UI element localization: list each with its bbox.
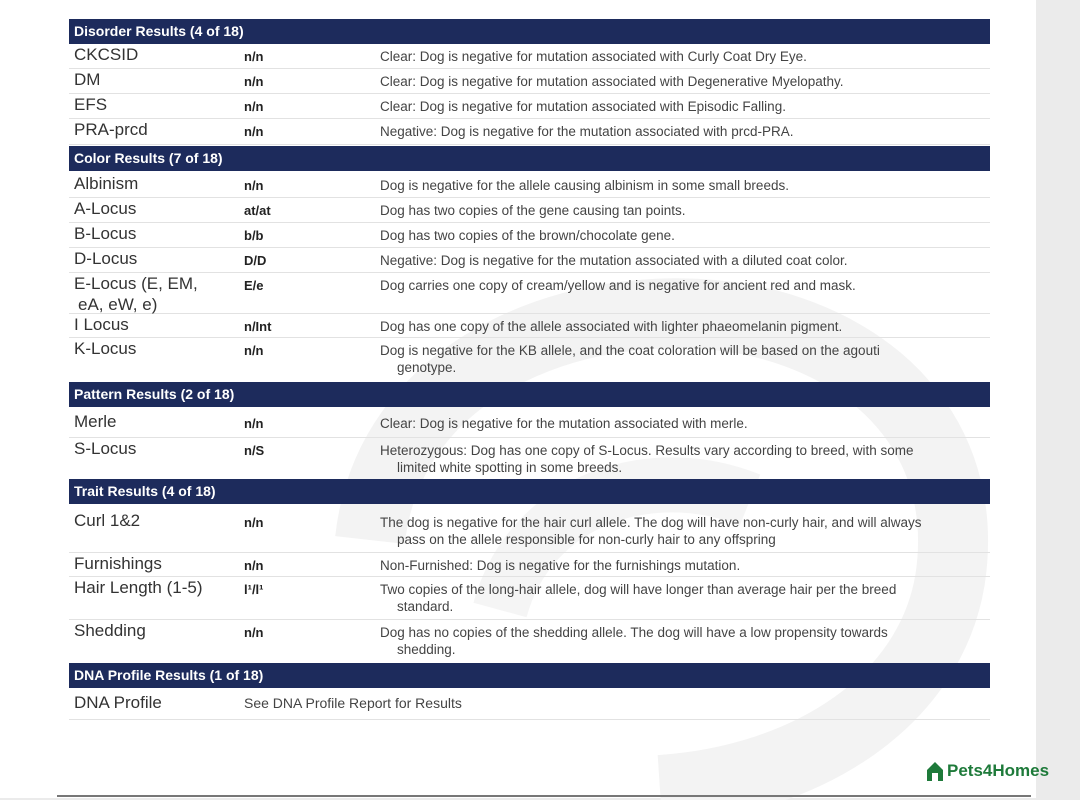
genotype: n/Int [244,319,272,334]
result-description: Clear: Dog is negative for the mutation associated with merle. [380,416,748,431]
genotype: n/n [244,74,264,89]
result-row [69,223,990,248]
genotype: n/n [244,515,264,530]
genotype: n/n [244,49,264,64]
genotype: E/e [244,278,264,293]
result-description: Dog has two copies of the brown/chocolate gene. [380,228,675,243]
test-name: Albinism [74,174,139,193]
description-line2: shedding. [397,642,456,657]
test-name: A-Locus [74,199,137,218]
brand-logo [925,760,1049,782]
test-name: B-Locus [74,224,137,243]
result-row [69,553,990,577]
genotype: n/n [244,178,264,193]
house-dog-icon [925,760,945,782]
test-name: CKCSID [74,45,139,64]
page-bottom-rule [57,795,1031,797]
result-row [69,173,990,198]
result-row [69,69,990,94]
result-row [69,688,990,720]
genotype: n/n [244,99,264,114]
genotype: n/n [244,625,264,640]
description-line2: limited white spotting in some breeds. [397,460,623,475]
result-description: Clear: Dog is negative for mutation associated with Degenerative Myelopathy. [380,74,844,89]
result-row [69,94,990,119]
section-header: Color Results (7 of 18) [69,146,990,171]
result-description [380,338,990,380]
result-row [69,198,990,223]
test-name: Furnishings [74,554,162,573]
section-header: Pattern Results (2 of 18) [69,382,990,407]
description-line1: Two copies of the long-hair allele, dog will have longer than average hair per the breed [380,582,897,597]
test-name: S-Locus [74,439,137,458]
color-section [69,146,990,380]
result-row [69,273,990,314]
result-description: Dog has two copies of the gene causing tan points. [380,203,686,218]
description-line1: Heterozygous: Dog has one copy of S-Locus. Results vary according to breed, with some [380,443,914,458]
genotype: n/S [244,443,265,458]
disorder-section [69,19,990,145]
result-row [69,119,990,145]
description-line1: The dog is negative for the hair curl allele. The dog will have non-curly hair, and will always [380,515,922,530]
genotype: n/n [244,558,264,573]
test-name [69,273,244,313]
genotype: n/n [244,343,264,358]
section-header: Disorder Results (4 of 18) [69,19,990,44]
genotype: b/b [244,228,264,243]
dna-profile-section [69,663,990,720]
description-line1: Dog is negative for the KB allele, and the coat coloration will be based on the agouti [380,343,880,358]
dna-profile-note: See DNA Profile Report for Results [244,695,462,711]
result-row [69,510,990,553]
genotype: n/n [244,416,264,431]
genotype: l¹/l¹ [244,582,264,597]
result-description: Dog carries one copy of cream/yellow and is negative for ancient red and mask. [380,278,856,293]
result-description [380,438,990,478]
test-name: I Locus [74,315,129,334]
test-name: Hair Length (1-5) [74,578,203,597]
result-description: Non-Furnished: Dog is negative for the furnishings mutation. [380,558,741,573]
description-line2: pass on the allele responsible for non-curly hair to any offspring [397,532,776,547]
brand-name: Pets4Homes [947,761,1050,780]
result-description: Negative: Dog is negative for the mutation associated with a diluted coat color. [380,253,848,268]
section-header: DNA Profile Results (1 of 18) [69,663,990,688]
description-line2: standard. [397,599,454,614]
genotype: at/at [244,203,271,218]
result-description: Clear: Dog is negative for mutation associated with Episodic Falling. [380,99,786,114]
trait-section [69,479,990,662]
test-name: Merle [74,412,117,431]
test-name: DM [74,70,101,89]
test-name: EFS [74,95,108,114]
section-header: Trait Results (4 of 18) [69,479,990,504]
result-description: Negative: Dog is negative for the mutation associated with prcd-PRA. [380,124,794,139]
result-row [69,438,990,478]
test-name: DNA Profile [74,693,162,712]
result-row [69,620,990,662]
description-line2: genotype. [397,360,457,375]
test-name-line1: E-Locus (E, EM, [74,274,198,293]
result-description: Dog is negative for the allele causing albinism in some small breeds. [380,178,789,193]
test-name: Shedding [74,621,146,640]
result-row [69,577,990,620]
result-description: Clear: Dog is negative for mutation associated with Curly Coat Dry Eye. [380,49,807,64]
result-description [380,510,990,552]
test-name: D-Locus [74,249,138,268]
result-row [69,314,990,338]
result-description [380,620,990,662]
description-line1: Dog has no copies of the shedding allele. The dog will have a low propensity towards [380,625,888,640]
result-row [69,411,990,438]
test-name-line2: eA, eW, e) [78,295,158,314]
result-description: Dog has one copy of the allele associated with lighter phaeomelanin pigment. [380,319,843,334]
results-table [69,19,990,720]
result-row [69,248,990,273]
genotype: n/n [244,124,264,139]
genotype: D/D [244,253,267,268]
test-name: Curl 1&2 [74,511,141,530]
test-name: K-Locus [74,339,137,358]
test-name: PRA-prcd [74,120,148,139]
pattern-section [69,382,990,478]
result-row [69,338,990,380]
result-row [69,44,990,69]
result-description [380,577,990,619]
